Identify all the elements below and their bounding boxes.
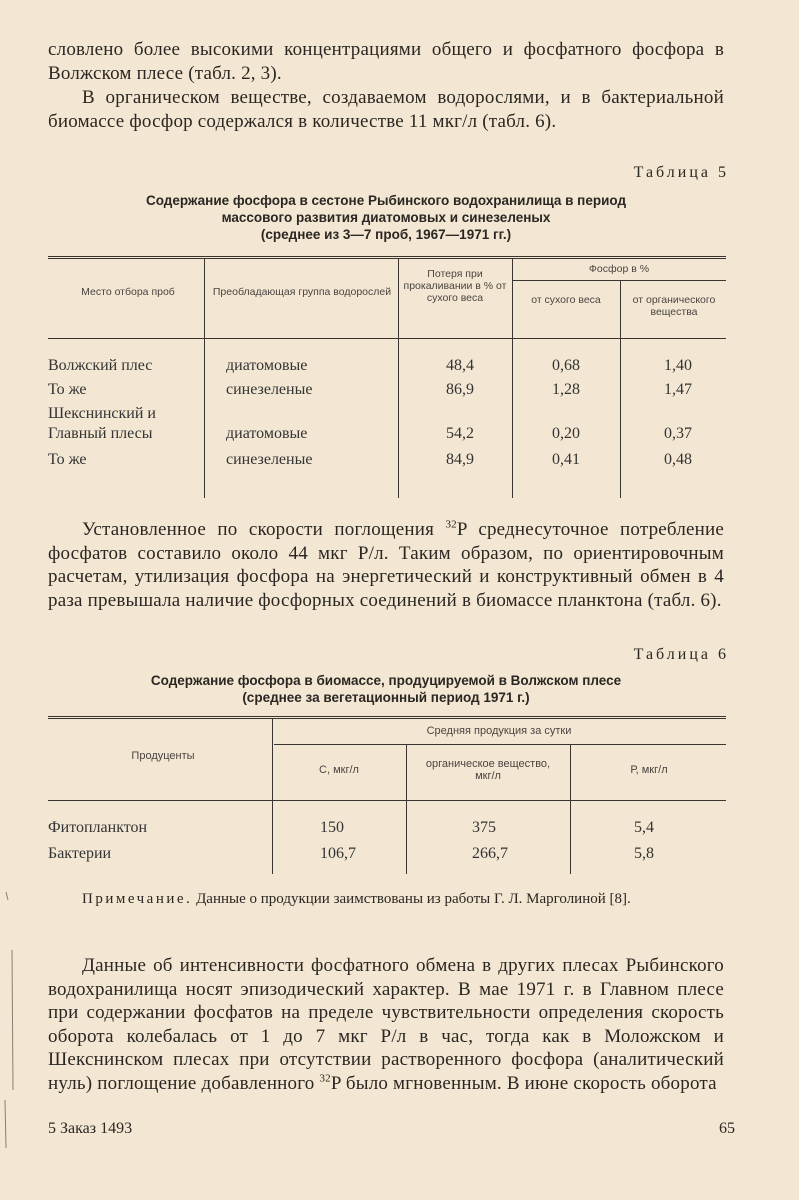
table5-row1-organic: 1,40 [664,357,692,374]
paragraph-1: словлено более высокими концентрациями общего и фосфатного фосфора в Волжском плесе (табл. 2, 3). [48,39,724,84]
table6-row2-c: 106,7 [320,845,356,862]
table5-header-organic: от органического вещества [632,294,716,318]
table5-row2-group: синезеленые [226,381,313,398]
table6-row2-name: Бактерии [48,845,112,862]
table5-row2-organic: 1,47 [664,381,692,398]
table5-row2-place: То же [48,381,87,398]
table6-header-c: С, мкг/л [319,764,359,776]
table6-row2-organic: 266,7 [472,845,508,862]
table6-note: Примечание. Данные о продукции заимствованы из работы Г. Л. Марголиной [8]. [82,891,631,907]
table6-row1-organic: 375 [472,819,496,836]
table5-row4-dry: 0,41 [552,451,580,468]
page-number: 65 [719,1120,735,1137]
table5-row2-dry: 1,28 [552,381,580,398]
table6-row1-name: Фитопланктон [48,819,148,836]
table5-row4-loss: 84,9 [446,451,474,468]
table6-label: Таблица 6 [633,646,729,663]
table5-row3-loss: 54,2 [446,425,474,442]
paragraph-2: В органическом веществе, создаваемом водорослями, и в бактериальной биомассе фосфор содержался в количестве 11 мкг/л (табл. 6). [48,87,724,132]
table5-row4-group: синезеленые [226,451,313,468]
table5-row3-organic: 0,37 [664,425,692,442]
table5-row2-loss: 86,9 [446,381,474,398]
table5-title: Содержание фосфора в сестоне Рыбинского водохранилища в период массового развития диатомовых и синезеленых (среднее из 3—7 проб, 1967—1971 гг.) [145,193,627,242]
table5-row3-group: диатомовые [226,425,308,442]
paragraph-3: Установленное по скорости поглощения $^{32}$P среднесуточное потребление фосфатов составило около 44 мкг Р/л. Таким образом, по ориентировочным расчетам, утилизация фосфора на энергетический и конструктивный обмен в 4 раза превышала наличие фосфорных соединений в биомассе планктона (табл. 6). [48,518,725,611]
table6 [48,716,726,876]
table6-header-producers: Продуценты [131,750,195,762]
table5-header-group: Преобладающая группа водорослей [212,286,392,298]
table5-row3-place-line2: Главный плесы [48,425,153,442]
table5-row1-loss: 48,4 [446,357,474,374]
table5-header-dry: от сухого веса [531,294,601,306]
table5-header-loss: Потеря при прокаливании в % от сухого веса [403,268,507,304]
table5 [48,256,726,498]
table6-row1-p: 5,4 [634,819,654,836]
table5-row1-group: диатомовые [226,357,308,374]
footer-signature: 5 Заказ 1493 [48,1120,133,1137]
margin-scan-mark [2,890,16,1150]
table5-row4-place: То же [48,451,87,468]
table5-row3-place-line1: Шекснинский и [48,405,156,422]
paragraph-4: Данные об интенсивности фосфатного обмена в других плесах Рыбинского водохранилища носят эпизодический характер. В мае 1971 г. в Главном плесе при содержании фосфатов на пределе чувствительности определения скорость оборота колебалась от 1 до 7 мкг Р/л в час, тогда как в Моложском и Шекснинском плесах при отсутствии растворенного фосфора (аналитический нуль) поглощение добавленного $^{32}$P было мгновенным. В июне скорость оборота [48,955,724,1094]
table5-header-phosphorus: Фосфор в % [588,263,650,275]
table6-header-p: Р, мкг/л [630,764,668,776]
table6-title: Содержание фосфора в биомассе, продуцируемой в Волжском плесе (среднее за вегетационный период 1971 г.) [150,673,622,705]
table5-row4-organic: 0,48 [664,451,692,468]
table6-row2-p: 5,8 [634,845,654,862]
table5-label: Таблица 5 [633,164,729,181]
table6-header-organic: органическое вещество, мкг/л [425,758,551,782]
table5-row3-dry: 0,20 [552,425,580,442]
table6-header-avg: Средняя продукция за сутки [426,725,572,737]
table5-header-place: Место отбора проб [81,286,175,298]
table5-row1-dry: 0,68 [552,357,580,374]
table6-row1-c: 150 [320,819,344,836]
table5-row1-place: Волжский плес [48,357,153,374]
